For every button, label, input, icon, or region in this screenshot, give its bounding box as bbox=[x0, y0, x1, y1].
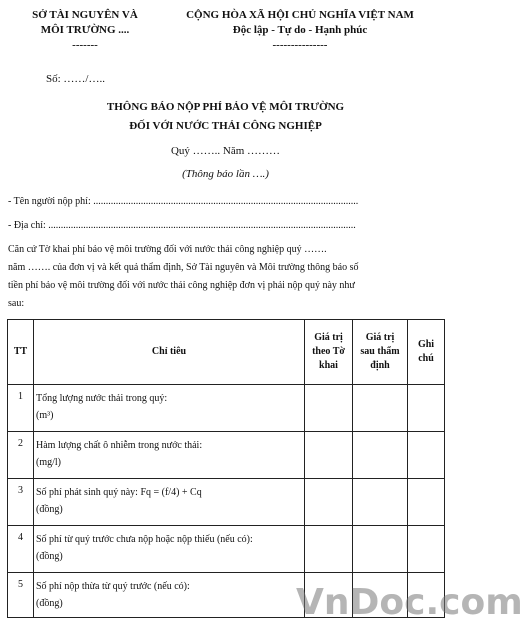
agency-dash: ------- bbox=[72, 39, 98, 51]
row-appraised-value bbox=[353, 479, 408, 526]
title-line-1: THÔNG BÁO NỘP PHÍ BẢO VỆ MÔI TRƯỜNG bbox=[106, 101, 345, 113]
row-item: Số phí phát sinh quý này: Fq = (f/4) + Cq (đồng) bbox=[34, 479, 305, 526]
header-appraised-value: Giá trị sau thẩm định bbox=[353, 320, 408, 385]
row-number: 4 bbox=[8, 526, 34, 573]
row-item: Số phí nộp thừa từ quý trước (nếu có): (đồng) bbox=[34, 573, 305, 618]
table-row bbox=[8, 432, 445, 479]
row-note bbox=[408, 479, 445, 526]
period-line: Quý …….. Năm ……… bbox=[170, 145, 281, 157]
header-note: Ghi chú bbox=[408, 320, 445, 385]
row-item: Số phí từ quý trước chưa nộp hoặc nộp thiếu (nếu có): (đồng) bbox=[34, 526, 305, 573]
row-appraised-value bbox=[353, 432, 408, 479]
header-declared-value: Giá trị theo Tờ khai bbox=[305, 320, 353, 385]
row-declared-value bbox=[305, 432, 353, 479]
agency-line-1: SỞ TÀI NGUYÊN VÀ bbox=[32, 9, 138, 21]
row-item: Hàm lượng chất ô nhiễm trong nước thải: (mg/l) bbox=[34, 432, 305, 479]
row-number: 2 bbox=[8, 432, 34, 479]
header-item: Chỉ tiêu bbox=[34, 320, 305, 385]
row-number: 3 bbox=[8, 479, 34, 526]
watermark-logo: VnDoc.com bbox=[296, 582, 523, 623]
row-number: 1 bbox=[8, 385, 34, 432]
row-declared-value bbox=[305, 526, 353, 573]
row-item: Tổng lượng nước thải trong quý: (m³) bbox=[34, 385, 305, 432]
body-line-4: sau: bbox=[8, 298, 25, 309]
row-note bbox=[408, 526, 445, 573]
payer-name-field: - Tên người nộp phí: .......................................................................................................... bbox=[8, 196, 359, 207]
body-line-2: năm ……. của đơn vị và kết quả thẩm định, Sở Tài nguyên và Môi trường thông báo số bbox=[8, 262, 359, 273]
fee-table bbox=[7, 319, 445, 618]
body-line-3: tiền phí bảo vệ môi trường đối với nước thải công nghiệp đơn vị phải nộp quý này như bbox=[8, 280, 355, 291]
motto-dash: --------------- bbox=[272, 39, 328, 51]
title-line-2: ĐỐI VỚI NƯỚC THẢI CÔNG NGHIỆP bbox=[129, 120, 322, 132]
issuing-agency bbox=[6, 8, 164, 53]
table-header-row bbox=[8, 320, 445, 385]
row-declared-value bbox=[305, 385, 353, 432]
row-appraised-value bbox=[353, 385, 408, 432]
notice-time: (Thông báo lần ….) bbox=[182, 168, 269, 180]
row-note bbox=[408, 385, 445, 432]
agency-line-2: MÔI TRƯỜNG .... bbox=[40, 24, 130, 36]
row-declared-value bbox=[305, 479, 353, 526]
header-tt: TT bbox=[8, 320, 34, 385]
table-row bbox=[8, 385, 445, 432]
row-number: 5 bbox=[8, 573, 34, 618]
table-row bbox=[8, 479, 445, 526]
table-row bbox=[8, 526, 445, 573]
row-appraised-value bbox=[353, 526, 408, 573]
address-field: - Địa chỉ: ........................................................................................................................... bbox=[8, 220, 356, 231]
body-line-1: Căn cứ Tờ khai phí bảo vệ môi trường đối với nước thải công nghiệp quý ……. bbox=[8, 244, 327, 255]
row-note bbox=[408, 432, 445, 479]
national-header bbox=[150, 8, 450, 53]
document-number: Số: ……/….. bbox=[46, 73, 105, 85]
national-motto: Độc lập - Tự do - Hạnh phúc bbox=[232, 24, 368, 36]
nation-name: CỘNG HÒA XÃ HỘI CHỦ NGHĨA VIỆT NAM bbox=[186, 9, 414, 21]
